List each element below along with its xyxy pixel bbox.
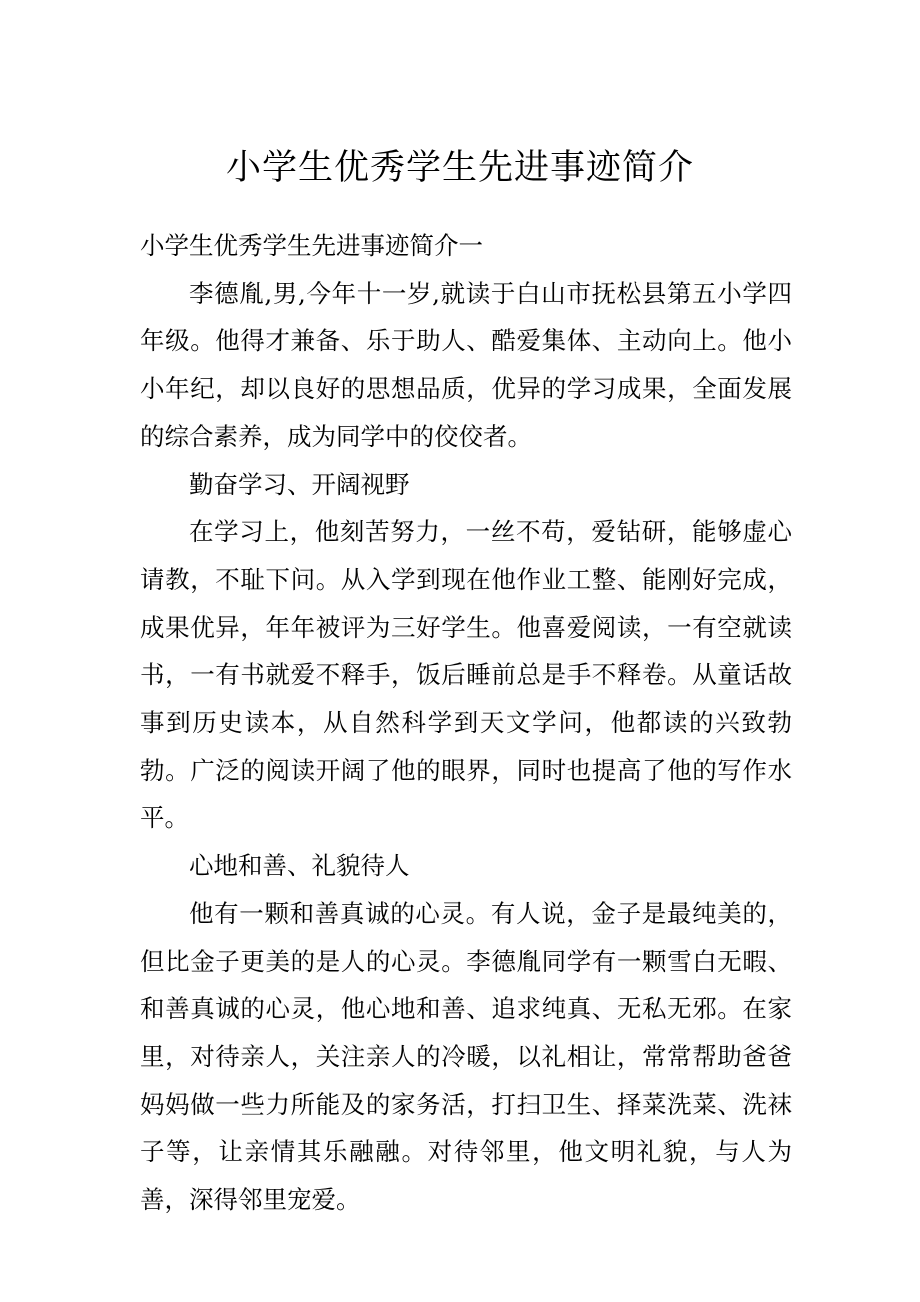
subheading-study: 勤奋学习、开阔视野 bbox=[189, 469, 410, 499]
paragraph-kindness: 他有一颗和善真诚的心灵。有人说，金子是最纯美的，但比金子更美的是人的心灵。李德胤同学有一颗雪白无暇、和善真诚的心灵，他心地和善、追求纯真、无私无邪。在家里，对待亲人，关注亲人的冷暖，以礼相让，常常帮助爸爸妈妈做一些力所能及的家务活，打扫卫生、择菜洗菜、洗袜子等，让亲情其乐融融。对待邻里，他文明礼貌，与人为善，深得邻里宠爱。 bbox=[140, 898, 792, 1215]
document-title: 小学生优秀学生先进事迹简介 bbox=[225, 148, 694, 188]
document-body bbox=[140, 222, 792, 1224]
paragraph-study: 在学习上，他刻苦努力，一丝不苟，爱钻研，能够虚心请教，不耻下问。从入学到现在他作业工整、能刚好完成，成果优异，年年被评为三好学生。他喜爱阅读，一有空就读书，一有书就爱不释手，饭后睡前总是手不释卷。从童话故事到历史读本，从自然科学到天文学问，他都读的兴致勃勃。广泛的阅读开阔了他的眼界，同时也提高了他的写作水平。 bbox=[140, 517, 792, 833]
paragraph-intro: 李德胤,男,今年十一岁,就读于白山市抚松县第五小学四年级。他得才兼备、乐于助人、酷爱集体、主动向上。他小小年纪，却以良好的思想品质，优异的学习成果，全面发展的综合素养，成为同学中的佼佼者。 bbox=[140, 278, 792, 451]
section-heading: 小学生优秀学生先进事迹简介一 bbox=[140, 231, 483, 260]
subheading-kindness: 心地和善、礼貌待人 bbox=[189, 851, 410, 881]
